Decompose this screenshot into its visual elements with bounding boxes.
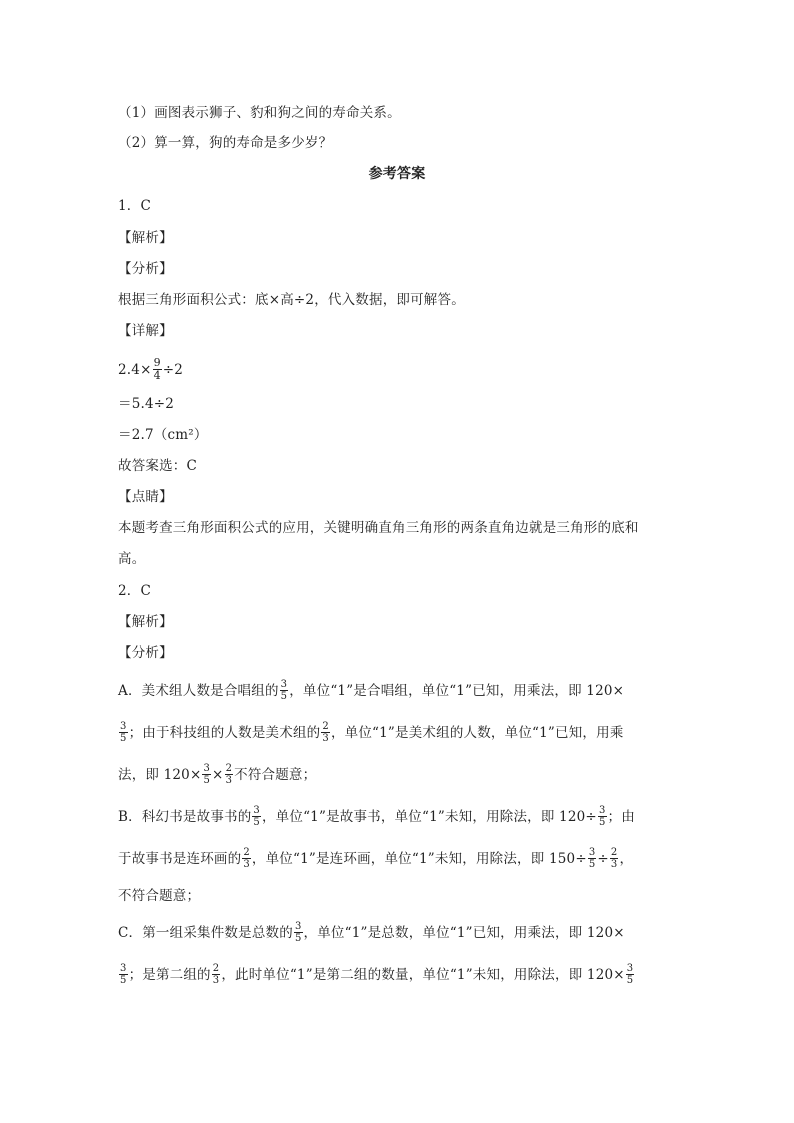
fraction xyxy=(280,679,289,702)
fraction xyxy=(212,963,221,986)
fraction xyxy=(321,721,330,744)
fraction-numerator: 3 xyxy=(253,805,260,816)
option-b-line-1 xyxy=(118,806,635,829)
fraction xyxy=(225,763,234,786)
fraction xyxy=(119,963,128,986)
fraction xyxy=(588,847,597,870)
fraction-numerator: 2 xyxy=(610,847,618,858)
option-a-line-2 xyxy=(118,722,624,745)
calc-line-1 xyxy=(118,358,183,383)
fraction xyxy=(252,805,261,828)
fraction xyxy=(153,357,162,382)
fraction-numerator: 3 xyxy=(120,721,127,732)
text-segment: ，此时单位“1”是第二组的数量，单位“1”未知，用除法，即 120× xyxy=(221,967,625,983)
section-fenxi-1: 【分析】 xyxy=(118,261,173,277)
fraction-denominator: 5 xyxy=(294,933,302,944)
fraction-numerator: 3 xyxy=(626,963,634,974)
fraction xyxy=(294,921,303,944)
text-segment: 不符合题意； xyxy=(234,767,317,783)
text-segment: ，单位“1”是连环画，单位“1”未知，用除法，即 150÷ xyxy=(251,851,587,867)
fraction xyxy=(598,805,607,828)
fraction-denominator: 5 xyxy=(203,775,211,786)
fraction xyxy=(610,847,619,870)
text-segment: ，单位“1”是美术组的人数，单位“1”已知，用乘 xyxy=(330,725,624,741)
question-part-1: （1）画图表示狮子、豹和狗之间的寿命关系。 xyxy=(118,105,401,121)
fraction-denominator: 4 xyxy=(153,369,161,382)
fraction-numerator: 2 xyxy=(225,763,233,774)
fraction-denominator: 3 xyxy=(243,859,250,870)
fraction-numerator: 9 xyxy=(153,356,161,369)
fraction-denominator: 5 xyxy=(598,817,606,828)
answer-section-title: 参考答案 xyxy=(368,166,426,182)
text-segment: ；由于科技组的人数是美术组的 xyxy=(128,725,321,741)
fraction-denominator: 5 xyxy=(120,975,127,986)
fraction xyxy=(119,721,128,744)
text-segment: A．美术组人数是合唱组的 xyxy=(118,683,279,699)
calc-line-3: ＝2.7（cm²） xyxy=(118,427,208,443)
answer-statement-1: 故答案选：C xyxy=(118,458,198,474)
fraction-numerator: 3 xyxy=(280,679,288,690)
fraction-denominator: 5 xyxy=(120,733,127,744)
section-dianjing-1: 【点睛】 xyxy=(118,489,173,505)
section-xiangjie-1: 【详解】 xyxy=(118,323,173,339)
comment-text-line-1: 本题考查三角形面积公式的应用，关键明确直角三角形的两条直角边就是三角形的底和 xyxy=(118,520,639,536)
fraction-denominator: 5 xyxy=(253,817,260,828)
section-jiexi-2: 【解析】 xyxy=(118,614,173,630)
option-a-line-3 xyxy=(118,764,316,787)
text-segment: ，单位“1”是故事书，单位“1”未知，用除法，即 120÷ xyxy=(261,809,597,825)
text-segment: 于故事书是连环画的 xyxy=(118,851,242,867)
calc-line-2: ＝5.4÷2 xyxy=(118,396,175,412)
fraction-numerator: 3 xyxy=(294,921,302,932)
fraction xyxy=(242,847,251,870)
fraction-numerator: 2 xyxy=(212,963,220,974)
fraction-numerator: 3 xyxy=(120,963,127,974)
fraction-numerator: 2 xyxy=(243,847,250,858)
option-c-line-1 xyxy=(118,922,625,945)
question-part-2: （2）算一算，狗的寿命是多少岁？ xyxy=(118,135,333,151)
text-segment: ÷ xyxy=(597,851,609,867)
text-segment: ，单位“1”是合唱组，单位“1”已知，用乘法，即 120× xyxy=(289,683,625,699)
comment-text-line-2: 高。 xyxy=(118,551,146,567)
answer-1-label: 1．C xyxy=(118,198,152,214)
section-jiexi-1: 【解析】 xyxy=(118,230,173,246)
fraction-denominator: 3 xyxy=(212,975,220,986)
option-c-line-2 xyxy=(118,964,635,987)
analysis-text-1: 根据三角形面积公式：底×高÷2，代入数据，即可解答。 xyxy=(118,292,465,308)
option-b-line-3: 不符合题意； xyxy=(118,888,201,904)
text-segment: ，单位“1”是总数，单位“1”已知，用乘法，即 120× xyxy=(303,925,625,941)
text-segment: 法，即 120× xyxy=(118,767,202,783)
fraction-numerator: 3 xyxy=(598,805,606,816)
fraction-denominator: 5 xyxy=(626,975,634,986)
fraction-denominator: 5 xyxy=(280,691,288,702)
text-segment: C．第一组采集件数是总数的 xyxy=(118,925,293,941)
fraction-denominator: 3 xyxy=(225,775,233,786)
fraction-denominator: 3 xyxy=(610,859,618,870)
calc-text: 2.4× xyxy=(118,362,152,378)
fraction-numerator: 3 xyxy=(588,847,596,858)
option-b-line-2 xyxy=(118,848,633,871)
text-segment: ；由 xyxy=(607,809,635,825)
fraction-denominator: 5 xyxy=(588,859,596,870)
option-a-line-1 xyxy=(118,680,624,703)
fraction-numerator: 2 xyxy=(322,721,329,732)
section-fenxi-2: 【分析】 xyxy=(118,645,173,661)
fraction-denominator: 3 xyxy=(322,733,329,744)
text-segment: ， xyxy=(619,851,634,867)
text-segment: × xyxy=(212,767,224,783)
answer-2-label: 2．C xyxy=(118,583,152,599)
calc-text: ÷2 xyxy=(162,362,184,378)
text-segment: ；是第二组的 xyxy=(128,967,211,983)
fraction xyxy=(626,963,635,986)
fraction xyxy=(202,763,211,786)
fraction-numerator: 3 xyxy=(203,763,211,774)
text-segment: B．科幻书是故事书的 xyxy=(118,809,252,825)
